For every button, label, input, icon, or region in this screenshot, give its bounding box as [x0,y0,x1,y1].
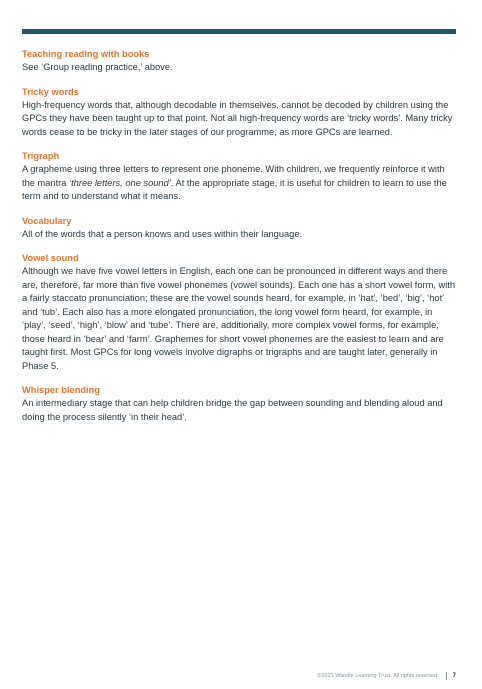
definition-text: . At the appropriate stage, it is useful for children to learn to use the term and to understand what it means. [22,177,447,201]
header-rule [22,29,456,34]
glossary-term: Vowel sound [22,253,79,263]
glossary-term: Vocabulary [22,215,72,226]
page-footer [317,672,456,680]
glossary-entry-vowel-sound [22,251,456,373]
glossary-entry-whisper-blending [22,383,456,424]
glossary-definition: All of the words that a person knows and uses within their language. [22,228,303,239]
glossary-definition [22,163,456,204]
glossary-content [22,47,456,434]
glossary-definition: Although we have five vowel letters in English, each one can be pronounced in different ways and there are, therefore, far more than five vowel phonemes (vowel sounds). Each one has a short vowel form, with a fairly staccato pronunciation; these are the vowel sounds heard, for example, in ‘hat’, ‘bed’, ‘big’, ‘hot’ and ‘tub’. Each also has a more elongated pronunciation, the long vowel form heard, for example, in ‘play’, ‘seed’, ‘high’, ‘blow’ and ‘tube’. There are, additionally, more complex vowel forms, for example, those heard in ‘bear’ and ‘farm’. Graphemes for short vowel phonemes are the easiest to learn and are taught first. Most GPCs for long vowels involve digraphs or trigraphs and are taught later, generally in Phase 5. [22,266,456,371]
glossary-term: Whisper blending [22,385,100,395]
footer-divider [446,672,447,680]
glossary-term: Trigraph [22,151,60,161]
glossary-definition: High-frequency words that, although decodable in themselves, cannot be decoded by children using the GPCs they have been taught up to that point. Not all high-frequency words are ‘tricky words’. Many tricky words cease to be tricky in the later stages of our programme, as more GPCs are learned. [22,99,453,137]
glossary-entry-vocabulary [22,214,456,242]
glossary-entry-trigraph [22,149,456,204]
glossary-term: Tricky words [22,86,79,97]
copyright-notice: ©2021 Wandle Learning Trust. All rights reserved. [317,673,439,679]
glossary-definition: See ‘Group reading practice,’ above. [22,62,173,72]
definition-mantra: ‘three letters, one sound’ [69,177,171,188]
definition-text: A grapheme using three letters to represent one phoneme. With children, we frequently reinforce it with the mantra [22,164,445,188]
glossary-term: Teaching reading with books [22,49,150,59]
glossary-entry-teaching-reading-with-books [22,47,456,75]
page-number: 7 [452,673,456,679]
glossary-definition: An intermediary stage that can help children bridge the gap between sounding and blending aloud and doing the process silently ‘in their head’. [22,398,443,422]
glossary-entry-tricky-words [22,85,456,140]
